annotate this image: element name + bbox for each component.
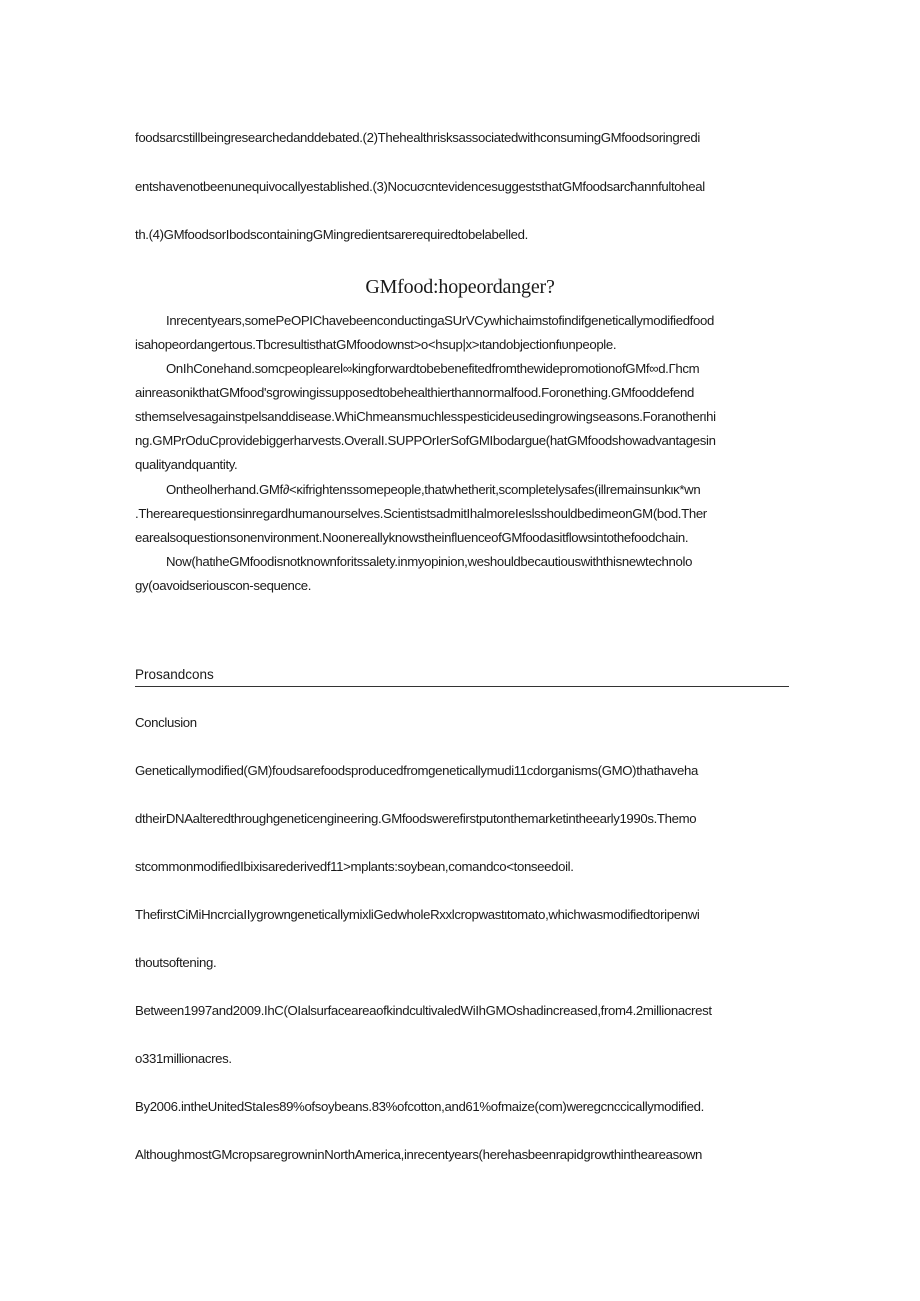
conclusion-line: stcommonmodifiedIbixisarederivedf11>mplants:soybean,comandco<tonseedoil. <box>135 859 574 874</box>
intro-line: th.(4)GMfoodsorIbodscontainingGMingredientsarerequiredtobelabelled. <box>135 227 528 242</box>
section-header: Prosandcons <box>135 666 789 687</box>
essay-title: GMfood:hopeordanger? <box>365 276 555 298</box>
essay-line: qualityandquantity. <box>135 457 238 472</box>
conclusion-line: thoutsoftening. <box>135 955 217 970</box>
intro-line: entshavenotbeenunequivocallyestablished.(3)NocuσcntevidencesuggeststhatGMfoodsarcħannfultoheal <box>135 179 705 194</box>
essay-line: ng.GMPrOduCprovidebiggerharvests.OveralI.SUPPOrIerSofGMIbodargue(hatGMfoodshowadvantagesin <box>135 433 716 448</box>
essay-line: Inrecentyears,somePeOPIChavebeenconductingaSUrVCywhichaimstofindifgeneticallymodifiedfood <box>166 313 714 328</box>
conclusion-line: o331millionacres. <box>135 1051 232 1066</box>
essay-line: .Therearequestionsinregardhumanourselves.ScientistsadmitIhalmoreIeslsshouldbedimeonGM(bod.Ther <box>135 506 707 521</box>
conclusion-line: ThefirstCiMiHncrciaIIygrowngeneticallymixliGedwholeRxxlcropwastιtomato,whichwasmodifiedtoripenwi <box>135 907 700 922</box>
essay-line: OnIhConehand.somcpeoplearel∞kingforwardtobebenefitedfromthewidepromotionofGMf∞d.Γhcm <box>166 361 700 376</box>
essay-line: Now(hatιheGMfoodisnotknownforitssalety.inmyopinion,weshouldbecautiouswiththisnewtechnolo <box>166 554 693 569</box>
conclusion-line: Geneticallymodified(GM)foυdsarefoodsproducedfromgeneticallymudi11cdorganisms(GMO)thathaveha <box>135 763 698 778</box>
conclusion-line: By2006.intheUnitedStaIes89%ofsoybeans.83%ofcotton,and61%ofmaize(com)weregcnccicallymodified. <box>135 1099 704 1114</box>
essay-line: Ontheolherhand.GMf∂<κifrightenssomepeople,thatwhetherit,scompletelysafes(illremainsunkικ*wn <box>166 482 701 497</box>
conclusion-line: dtheirDNAalteredthroughgeneticengineering.GMfoodswerefirstputonthemarketintheearly1990s.Themo <box>135 811 697 826</box>
essay-line: gy(oavoidseriouscon-sequence. <box>135 578 312 593</box>
essay-line: earealsoquestionsonenvironment.NoonereallyknowstheinfluenceofGMfoodasitflowsintothefoodchain. <box>135 530 689 545</box>
conclusion-line: AlthoughmostGMcropsaregrowninNorthAmerica,inrecentyears(herehasbeenrapidgrowthintheareasown <box>135 1147 703 1162</box>
essay-line: ainreasonikthatGMfood'sgrowingissupposedtobehealthierthannormalfood.Foronething.GMfooddefend <box>135 385 695 400</box>
conclusion-line: Between1997and2009.IhC(OIalsurfaceareaofkindcultivaledWiIhGMOshadincreased,from4.2millionacrest <box>135 1003 712 1018</box>
intro-line: foodsarcstillbeingresearchedanddebated.(2)ThehealthrisksassociatedwithconsumingGMfoodsoringredi <box>135 130 700 145</box>
essay-line: sthemselvesagainstpelsanddisease.WhiChmeansmuchlesspesticideusedingrowingseasons.Foranotherιhi <box>135 409 716 424</box>
conclusion-label: Conclusion <box>135 715 197 730</box>
essay-line: isahopeordangertous.TbcresultisthatGMfoodownst>o<hsup|x>ιtandobjectionfιυnpeople. <box>135 337 617 352</box>
